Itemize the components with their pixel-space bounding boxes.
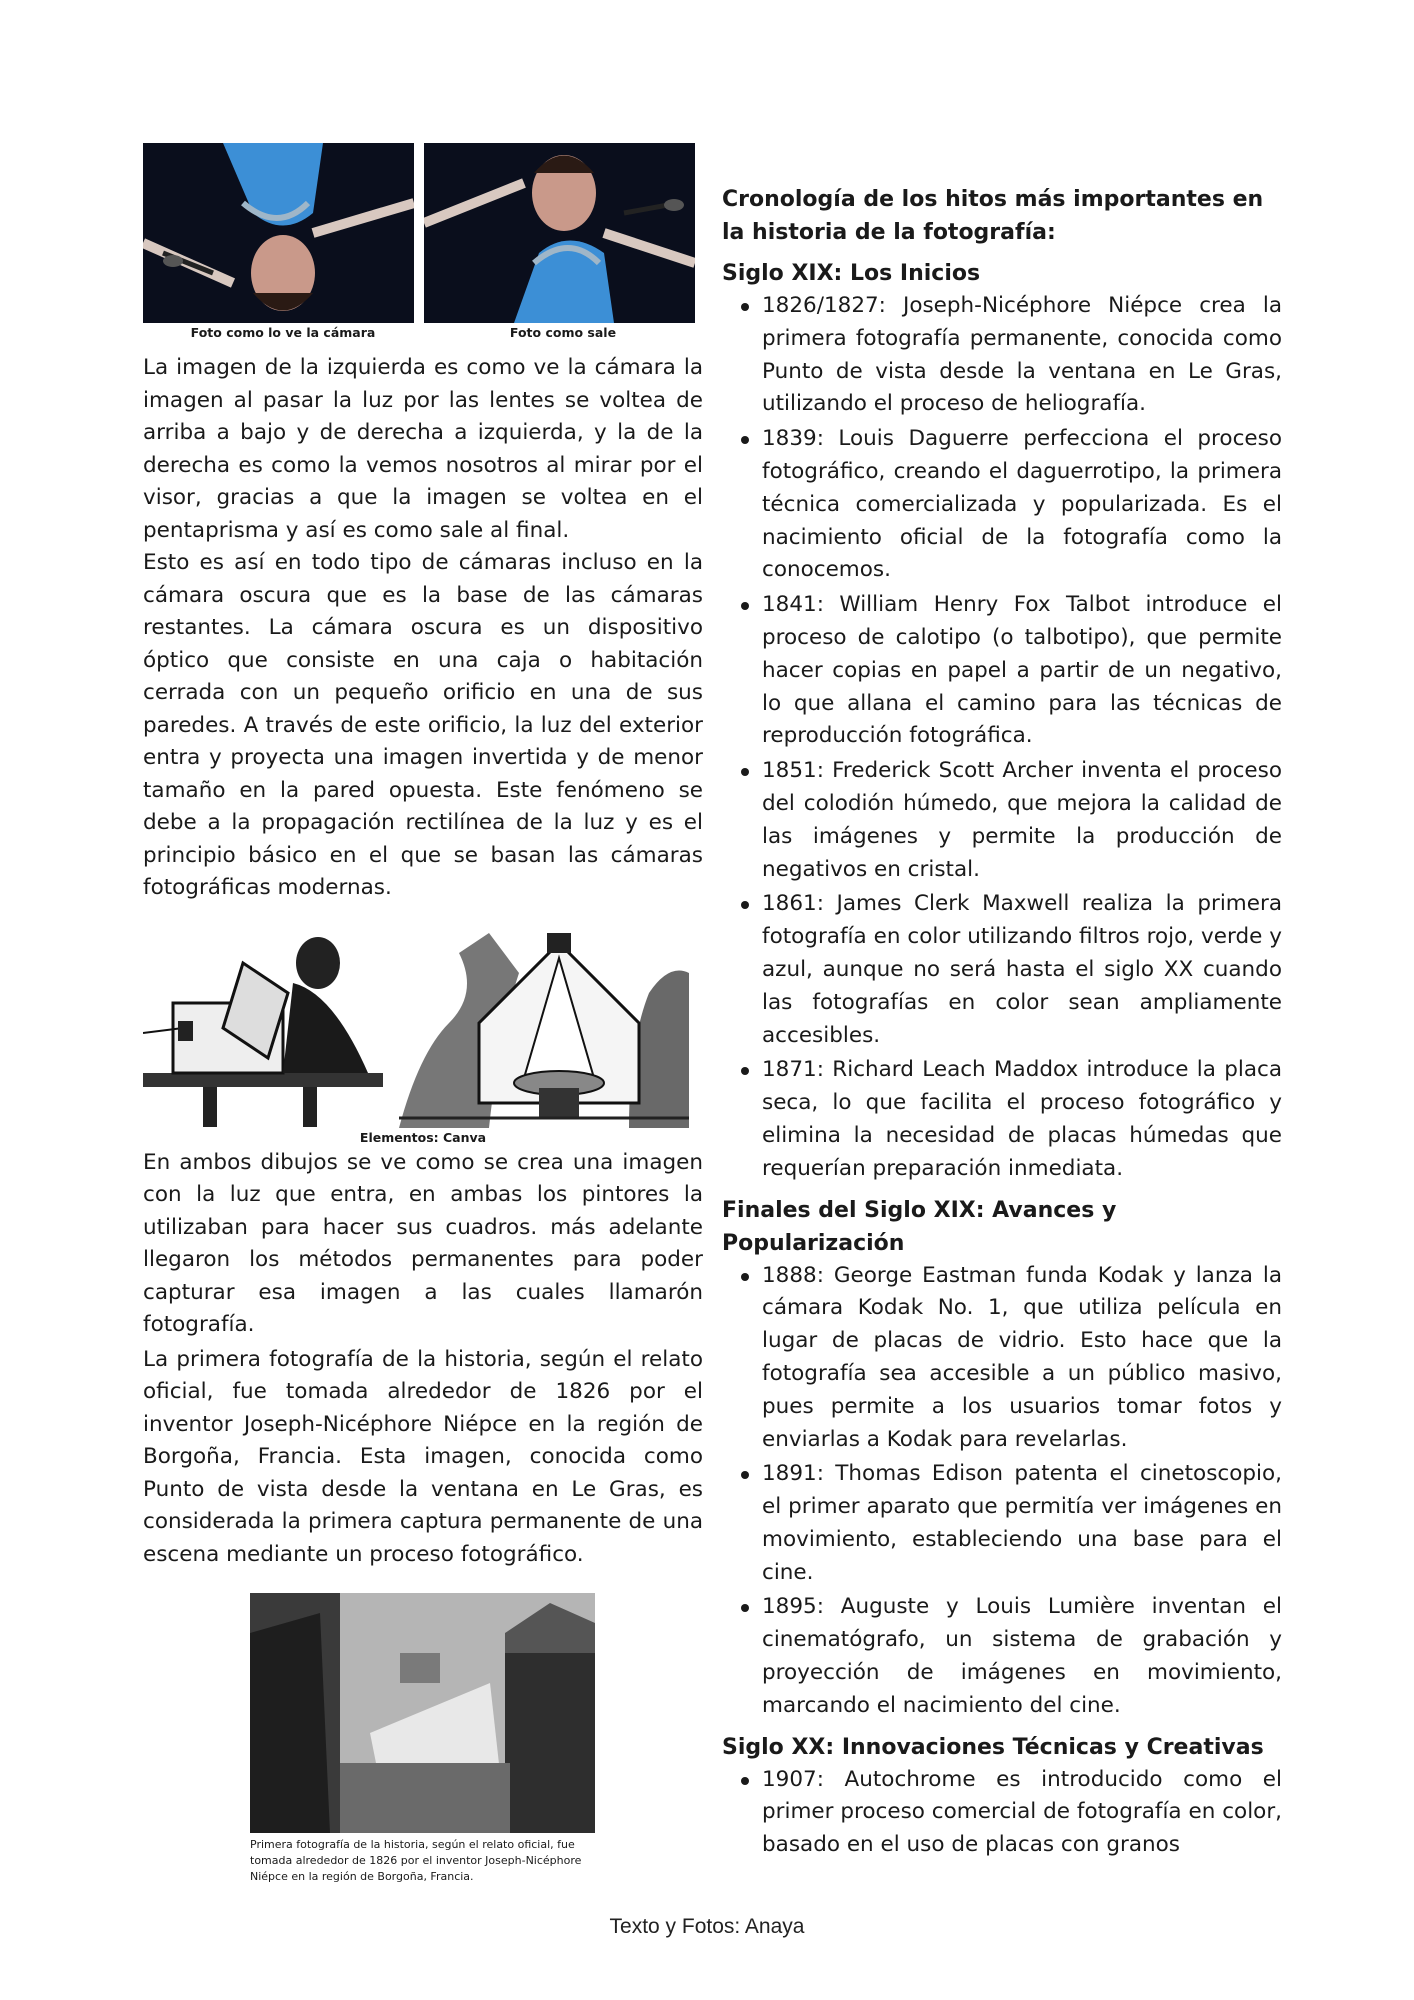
right-column <box>722 183 1282 1864</box>
camera-view-photo <box>143 143 414 323</box>
paragraph-4: La primera fotografía de la historia, según el relato oficial, fue tomada alrededor de 1826 por el inventor Joseph-Nicéphore Niépce en la región de Borgoña, Francia. Esta imagen, conocida como Punto de vista desde la ventana en Le Gras, es considerada la primera captura permanente de una escena mediante un proceso fotográfico. <box>143 1346 703 1567</box>
timeline-list-late-19th-century <box>722 1260 1282 1723</box>
drawing-room-camera <box>399 933 689 1128</box>
timeline-list-19th-century <box>722 290 1282 1186</box>
camera-view-caption: Foto como lo ve la cámara <box>190 325 376 340</box>
camera-obscura-drawings <box>143 933 703 1128</box>
first-photograph <box>250 1593 595 1833</box>
paragraph-2: Esto es así en todo tipo de cámaras incluso en la cámara oscura que es la base de las cámaras restantes. La cámara oscura es un dispositivo óptico que consiste en una caja o habitación cerrada con un pequeño orificio en una de sus paredes. A través de este orificio, la luz del exterior entra y proyecta una imagen invertida y de menor tamaño en la pared opuesta. Este fenómeno se debe a la propagación rectilínea de la luz y es el principio básico en el que se basan las cámaras fotográficas modernas. <box>143 550 703 900</box>
paragraph-3: En ambos dibujos se ve como se crea una imagen con la luz que entra, en ambas los pintores la utilizaban para hacer sus cuadros. más adelante llegaron los métodos permanentes para poder capturar esa imagen a las cuales llamarón fotografía. <box>143 1149 703 1337</box>
timeline-item: 1839: Louis Daguerre perfecciona el proceso fotográfico, creando el daguerrotipo, la primera técnica comercializada y popularizada. Es el nacimiento oficial de la fotografía como la conocemos. <box>762 423 1282 587</box>
first-photograph-caption: Primera fotografía de la historia, según el relato oficial, fue tomada alrededor de 1826 por el inventor Joseph-Nicéphore Niépce en la región de Borgoña, Francia. <box>250 1838 582 1883</box>
timeline-item: 1891: Thomas Edison patenta el cinetoscopio, el primer aparato que permitía ver imágenes en movimiento, estableciendo una base para el cine. <box>762 1458 1282 1589</box>
timeline-item: 1888: George Eastman funda Kodak y lanza la cámara Kodak No. 1, que utiliza película en lugar de placas de vidrio. Esto hace que la fotografía sea accesible a un público masivo, pues permite a los usuarios tomar fotos y enviarlas a Kodak para revelarlas. <box>762 1260 1282 1457</box>
timeline-item: 1826/1827: Joseph-Nicéphore Niépce crea la primera fotografía permanente, conocida como Punto de vista desde la ventana en Le Gras, utilizando el proceso de heliografía. <box>762 290 1282 421</box>
final-photo <box>424 143 695 323</box>
section-heading-20th-century: Siglo XX: Innovaciones Técnicas y Creativas <box>722 1734 1264 1760</box>
drawings-caption: Elementos: Canva <box>359 1129 487 1145</box>
section-heading-19th-century: Siglo XIX: Los Inicios <box>722 261 981 286</box>
drawing-box-camera <box>143 933 383 1128</box>
timeline-list-20th-century <box>722 1764 1282 1862</box>
paragraph-1: La imagen de la izquierda es como ve la cámara la imagen al pasar la luz por las lentes se voltea de arriba a bajo y de derecha a izquierda, y la de la derecha es como la vemos nosotros al mirar por el visor, gracias a que la imagen se voltea en el pentaprisma y así es como sale al final. <box>143 355 703 543</box>
photo-comparison <box>143 143 703 323</box>
timeline-item: 1895: Auguste y Louis Lumière inventan el cinematógrafo, un sistema de grabación y proyección de imágenes en movimiento, marcando el nacimiento del cine. <box>762 1591 1282 1722</box>
footer-credit: Texto y Fotos: Anaya <box>609 1915 805 1938</box>
left-column <box>143 143 703 1885</box>
timeline-item: 1861: James Clerk Maxwell realiza la primera fotografía en color utilizando filtros rojo, verde y azul, aunque no será hasta el siglo XX cuando las fotografías en color sean ampliamente accesibles. <box>762 888 1282 1052</box>
timeline-title: Cronología de los hitos más importantes en la historia de la fotografía: <box>722 187 1264 245</box>
final-photo-caption: Foto como sale <box>509 325 617 340</box>
photo-captions <box>143 325 703 340</box>
timeline-item: 1841: William Henry Fox Talbot introduce el proceso de calotipo (o talbotipo), que permite hacer copias en papel a partir de un negativo, lo que allana el camino para las técnicas de reproducción fotográfica. <box>762 589 1282 753</box>
timeline-item: 1851: Frederick Scott Archer inventa el proceso del colodión húmedo, que mejora la calidad de las imágenes y permite la producción de negativos en cristal. <box>762 755 1282 886</box>
timeline-item: 1907: Autochrome es introducido como el primer proceso comercial de fotografía en color, basado en el uso de placas con granos <box>762 1764 1282 1862</box>
timeline-item: 1871: Richard Leach Maddox introduce la placa seca, lo que facilita el proceso fotográfico y elimina la necesidad de placas húmedas que requerían preparación inmediata. <box>762 1054 1282 1185</box>
section-heading-late-19th-century: Finales del Siglo XIX: Avances y Popularización <box>722 1197 1117 1256</box>
